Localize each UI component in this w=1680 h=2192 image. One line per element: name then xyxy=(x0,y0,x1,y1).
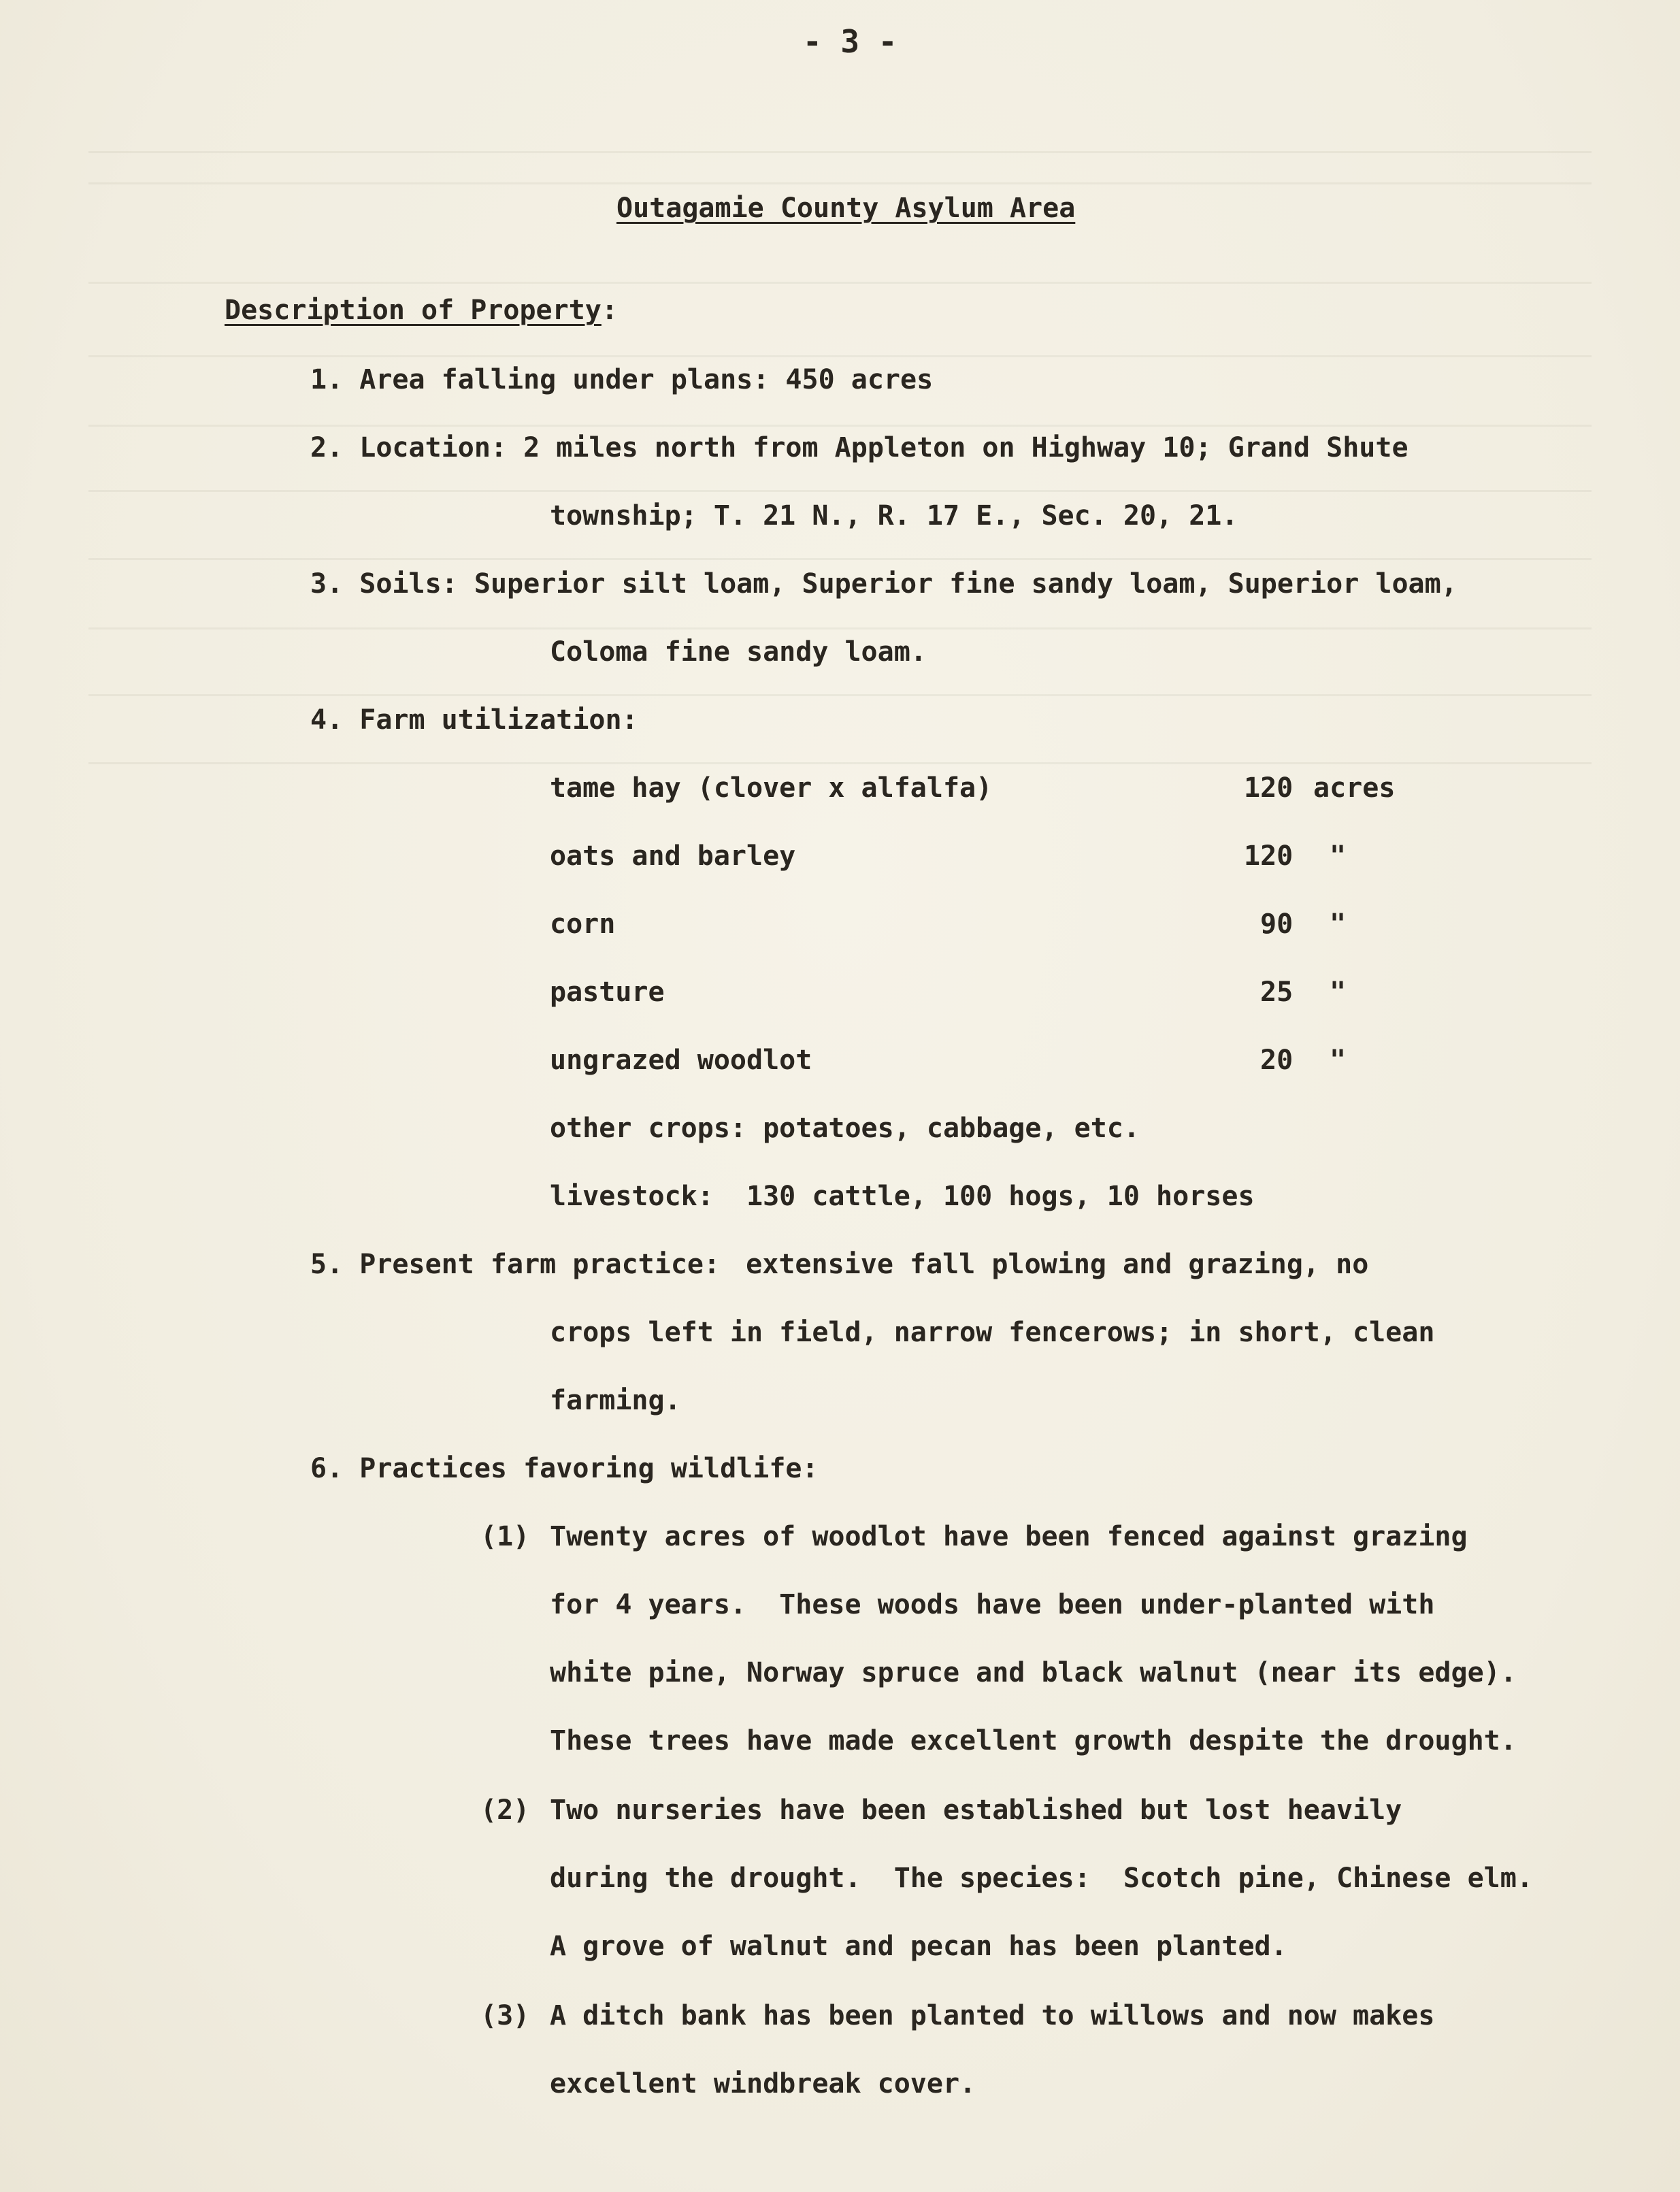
item-text: 2 miles north from Appleton on Highway 10; Grand Shute xyxy=(523,432,1409,463)
practice-marker: (2) xyxy=(480,1795,530,1826)
item-location xyxy=(310,434,1409,461)
show-through xyxy=(88,490,1592,492)
item-number: 6. xyxy=(310,1453,344,1484)
section-heading xyxy=(225,297,618,324)
ditto-mark: " xyxy=(1330,1045,1347,1076)
practice-line: A grove of walnut and pecan has been planted. xyxy=(550,1931,1287,1962)
utilization-amount: 90 xyxy=(1260,909,1294,940)
document-title: Outagamie County Asylum Area xyxy=(616,193,1076,224)
item-label: Practices favoring wildlife: xyxy=(359,1453,819,1484)
item-area xyxy=(310,366,933,393)
page-number: - 3 - xyxy=(803,23,897,60)
item-soils-continued: Coloma fine sandy loam. xyxy=(550,636,927,668)
utilization-unit: acres xyxy=(1313,772,1396,804)
item-number: 3. xyxy=(310,568,344,600)
item-label: Farm utilization: xyxy=(359,704,638,736)
item-present-practice-continued: farming. xyxy=(550,1385,681,1416)
show-through xyxy=(88,182,1592,184)
show-through xyxy=(88,762,1592,764)
show-through xyxy=(88,694,1592,696)
utilization-crop: tame hay (clover x alfalfa) xyxy=(550,772,993,804)
item-label: Area falling under plans: xyxy=(359,364,770,395)
section-heading-text: Description of Property xyxy=(225,295,602,326)
show-through xyxy=(88,151,1592,153)
practice-line: excellent windbreak cover. xyxy=(550,2068,976,2099)
practice-line: A ditch bank has been planted to willows and now makes xyxy=(550,2000,1435,2031)
utilization-crop: pasture xyxy=(550,977,665,1008)
practice-line: Two nurseries have been established but lost heavily xyxy=(550,1795,1402,1826)
item-farm-utilization xyxy=(310,706,638,734)
item-present-practice-continued: crops left in field, narrow fencerows; in short, clean xyxy=(550,1317,1435,1348)
ditto-mark: " xyxy=(1330,840,1347,872)
utilization-crop: corn xyxy=(550,909,616,940)
section-heading-colon: : xyxy=(601,295,618,326)
utilization-crop: oats and barley xyxy=(550,840,796,872)
practice-line: white pine, Norway spruce and black walnut (near its edge). xyxy=(550,1657,1517,1688)
show-through xyxy=(88,627,1592,629)
item-number: 1. xyxy=(310,364,344,395)
show-through xyxy=(88,355,1592,357)
practice-marker: (3) xyxy=(480,2000,530,2031)
show-through xyxy=(88,282,1592,284)
item-wildlife xyxy=(310,1455,819,1482)
utilization-amount: 120 xyxy=(1244,772,1294,804)
utilization-amount: 25 xyxy=(1260,977,1294,1008)
utilization-amount: 20 xyxy=(1260,1045,1294,1076)
utilization-amount: 120 xyxy=(1244,840,1294,872)
practice-line: during the drought. The species: Scotch pine, Chinese elm. xyxy=(550,1863,1533,1894)
practice-line: Twenty acres of woodlot have been fenced against grazing xyxy=(550,1521,1468,1552)
practice-marker: (1) xyxy=(480,1521,530,1552)
practice-line: These trees have made excellent growth despite the drought. xyxy=(550,1725,1517,1756)
item-number: 5. xyxy=(310,1249,344,1280)
item-text: extensive fall plowing and grazing, no xyxy=(746,1249,1369,1280)
ditto-mark: " xyxy=(1330,977,1347,1008)
item-number: 4. xyxy=(310,704,344,736)
item-label: Location: xyxy=(359,432,508,463)
show-through xyxy=(88,425,1592,427)
show-through xyxy=(88,558,1592,560)
item-text: Superior silt loam, Superior fine sandy loam, Superior loam, xyxy=(474,568,1457,600)
utilization-crop: ungrazed woodlot xyxy=(550,1045,812,1076)
item-location-continued: township; T. 21 N., R. 17 E., Sec. 20, 21. xyxy=(550,500,1238,531)
item-value: 450 acres xyxy=(785,364,934,395)
practice-line: for 4 years. These woods have been under-planted with xyxy=(550,1589,1435,1620)
item-label: Soils: xyxy=(359,568,458,600)
item-label: Present farm practice: xyxy=(359,1249,721,1280)
ditto-mark: " xyxy=(1330,909,1347,940)
other-crops: other crops: potatoes, cabbage, etc. xyxy=(550,1113,1140,1144)
item-present-practice xyxy=(310,1251,1368,1278)
livestock: livestock: 130 cattle, 100 hogs, 10 horses xyxy=(550,1181,1255,1212)
item-soils xyxy=(310,570,1457,598)
item-number: 2. xyxy=(310,432,344,463)
